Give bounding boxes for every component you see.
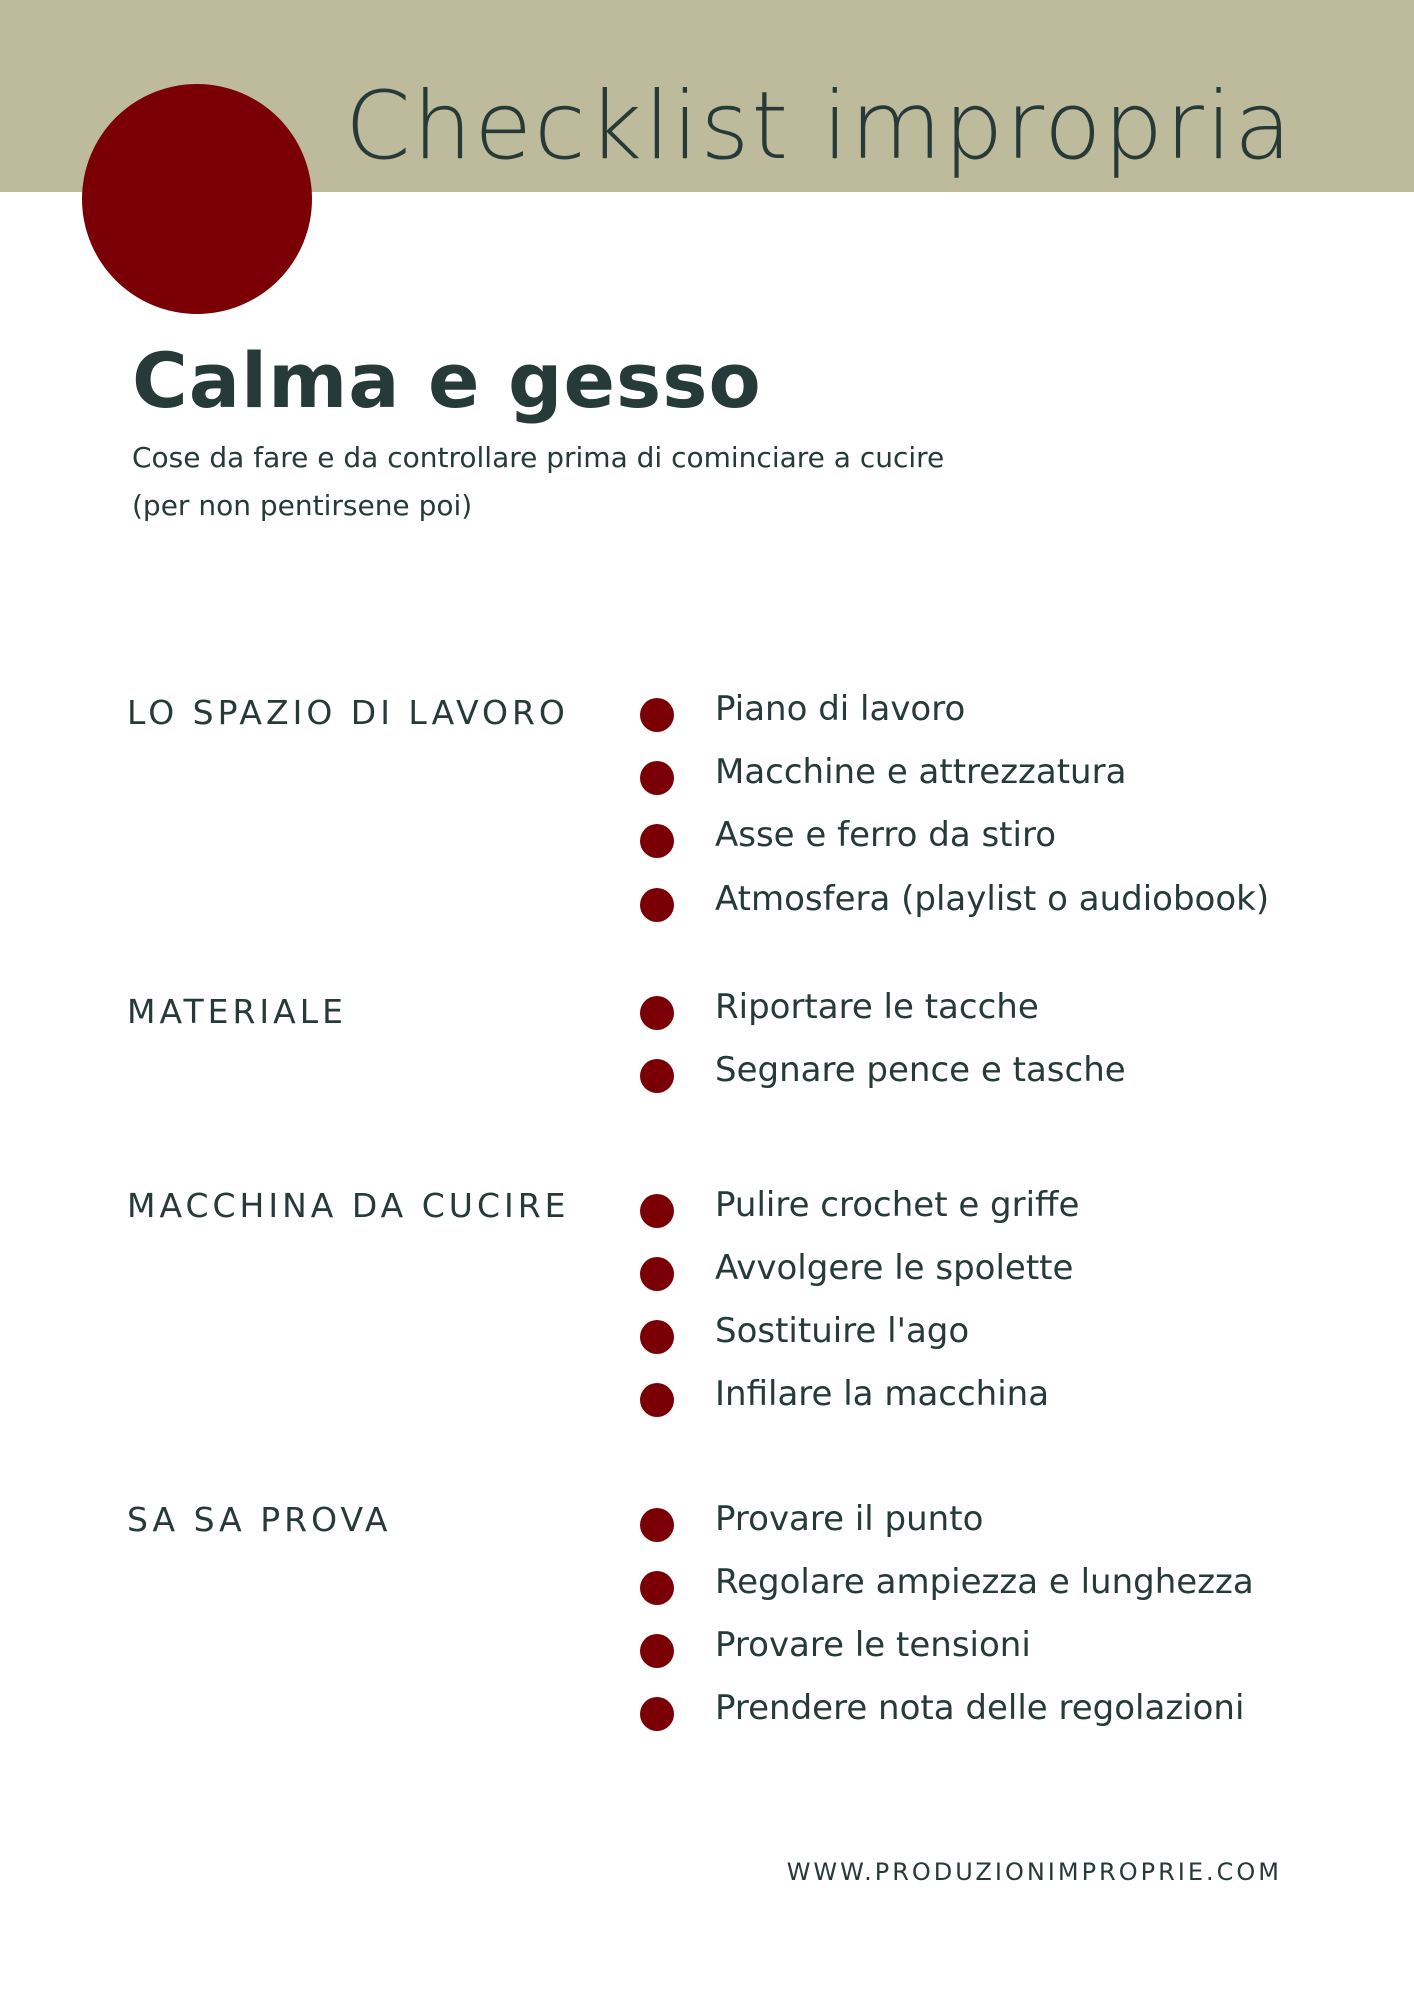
checklist-item-label: Atmosfera (playlist o audiobook) (715, 879, 1270, 919)
checklist-item-label: Piano di lavoro (715, 689, 966, 729)
checklist-item (640, 1625, 1380, 1671)
document-title: Checklist impropria (345, 72, 1294, 181)
bullet-dot-icon (640, 1320, 674, 1354)
checklist-item-label: Regolare ampiezza e lunghezza (715, 1562, 1254, 1602)
checklist-item (640, 1688, 1380, 1734)
checklist-item (640, 879, 1380, 925)
subtitle-line-2: (per non pentirsene poi) (132, 489, 473, 522)
checklist-item (640, 987, 1380, 1033)
bullet-dot-icon (640, 1257, 674, 1291)
checklist-item-label: Avvolgere le spolette (715, 1248, 1074, 1288)
checklist-item (640, 1374, 1380, 1420)
checklist-item (640, 815, 1380, 861)
bullet-dot-icon (640, 761, 674, 795)
bullet-dot-icon (640, 1571, 674, 1605)
bullet-dot-icon (640, 698, 674, 732)
checklist-item (640, 1311, 1380, 1357)
checklist-item (640, 689, 1380, 735)
checklist-item-label: Infilare la macchina (715, 1374, 1050, 1414)
checklist-item-label: Riportare le tacche (715, 987, 1039, 1027)
main-heading: Calma e gesso (132, 336, 762, 425)
section-label-workspace: LO SPAZIO DI LAVORO (127, 693, 569, 732)
bullet-dot-icon (640, 1508, 674, 1542)
checklist-item-label: Prendere nota delle regolazioni (715, 1688, 1245, 1728)
bullet-dot-icon (640, 1697, 674, 1731)
checklist-item-label: Asse e ferro da stiro (715, 815, 1056, 855)
checklist-item (640, 1248, 1380, 1294)
checklist-item (640, 1185, 1380, 1231)
bullet-dot-icon (640, 824, 674, 858)
checklist-item (640, 1050, 1380, 1096)
section-label-sewing-machine: MACCHINA DA CUCIRE (127, 1186, 570, 1225)
bullet-dot-icon (640, 888, 674, 922)
checklist-item-label: Macchine e attrezzatura (715, 752, 1127, 792)
footer-website-link[interactable]: WWW.PRODUZIONIMPROPRIE.COM (786, 1858, 1282, 1886)
checklist-item (640, 752, 1380, 798)
bullet-dot-icon (640, 1634, 674, 1668)
bullet-dot-icon (640, 996, 674, 1030)
bullet-dot-icon (640, 1194, 674, 1228)
section-label-test: SA SA PROVA (127, 1500, 392, 1539)
checklist-item (640, 1562, 1380, 1608)
checklist-item-label: Sostituire l'ago (715, 1311, 970, 1351)
checklist-item-label: Segnare pence e tasche (715, 1050, 1126, 1090)
checklist-item-label: Provare il punto (715, 1499, 984, 1539)
checklist-item-label: Pulire crochet e griffe (715, 1185, 1080, 1225)
subtitle (132, 434, 1032, 530)
subtitle-line-1: Cose da fare e da controllare prima di cominciare a cucire (132, 441, 945, 474)
bullet-dot-icon (640, 1059, 674, 1093)
section-label-materials: MATERIALE (127, 992, 347, 1031)
bullet-dot-icon (640, 1383, 674, 1417)
checklist-item (640, 1499, 1380, 1545)
checklist-item-label: Provare le tensioni (715, 1625, 1031, 1665)
decorative-circle (82, 84, 312, 314)
